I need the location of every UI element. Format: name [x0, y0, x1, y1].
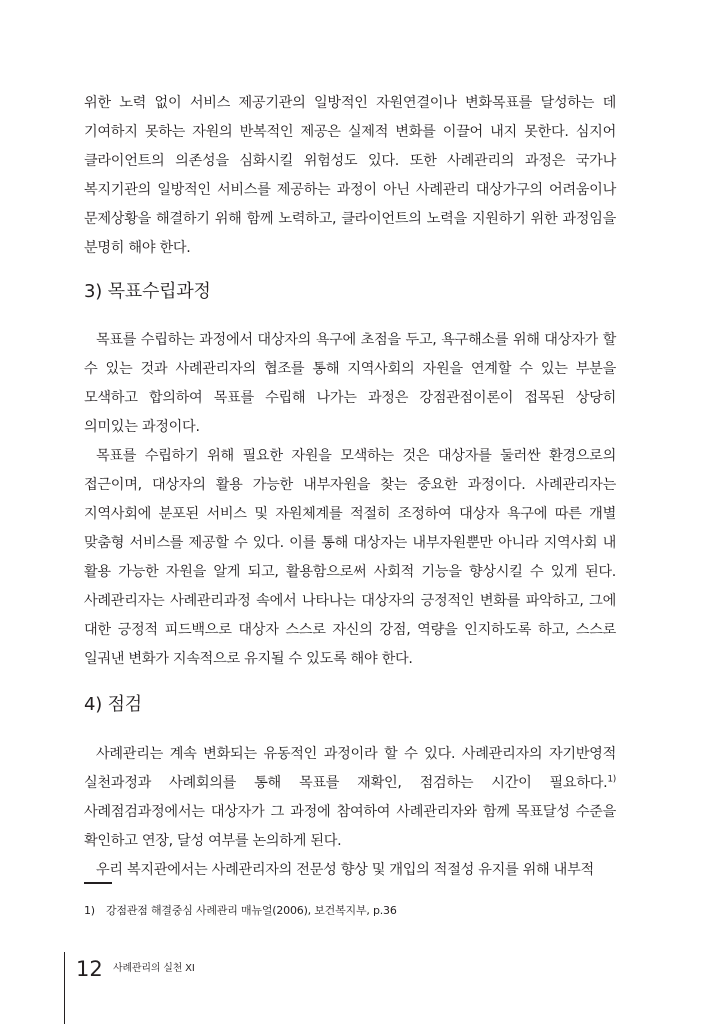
review-text-part-2: 사례점검과정에서는 대상자가 그 과정에 참여하여 사례관리자와 함께 목표달성 수준을 확인하고 연장, 달성 여부를 논의하게 된다. — [84, 804, 616, 849]
section-heading-review: 4) 점검 — [84, 694, 142, 715]
section4-block — [84, 740, 616, 885]
body-paragraph-goal-2: 목표를 수립하기 위해 필요한 자원을 모색하는 것은 대상자를 둘러싼 환경으로의 접근이며, 대상자의 활용 가능한 내부자원을 찾는 중요한 과정이다. 사례관리자는 지역사회에 분포된 서비스 및 자원체계를 적절히 조정하여 대상자 욕구에 따른 개별 맞춤형 서비스를 제공할 수 있다. 이를 통해 대상자는 내부자원뿐만 아니라 지역사회 내 활용 가능한 자원을 알게 되고, 활용함으로써 사회적 기능을 향상시킬 수 있게 된다. 사례관리자는 사례관리과정 속에서 나타나는 대상자의 긍정적인 변화를 파악하고, 그에 대한 긍정적 피드백으로 대상자 스스로 자신의 강점, 역량을 인지하도록 하고, 스스로 일궈낸 변화가 지속적으로 유지될 수 있도록 해야 한다. — [84, 448, 616, 667]
body-paragraph-intro: 위한 노력 없이 서비스 제공기관의 일방적인 자원연결이나 변화목표를 달성하는 데 기여하지 못하는 자원의 반복적인 제공은 실제적 변화를 이끌어 내지 못한다. 심지어 클라이언트의 의존성을 심화시킬 위험성도 있다. 또한 사례관리의 과정은 국가나 복지기관의 일방적인 서비스를 제공하는 과정이 아닌 사례관리 대상가구의 어려움이나 문제상황을 해결하기 위해 함께 노력하고, 클라이언트의 노력을 지원하기 위한 과정임을 분명히 해야 한다. — [84, 95, 616, 256]
footnote-text: 강점관점 해결중심 사례관리 매뉴얼(2006), 보건복지부, p.36 — [106, 904, 397, 917]
body-paragraph-review-2: 우리 복지관에서는 사례관리자의 전문성 향상 및 개입의 적절성 유지를 위해 내부적 — [96, 862, 594, 878]
page-number: 12 — [76, 957, 103, 981]
section3-block — [84, 326, 616, 674]
footer-gutter-line — [64, 952, 65, 1024]
running-title: 사례관리의 실천 XI — [113, 963, 195, 974]
footnote-number: 1) — [84, 904, 95, 917]
footnote — [84, 904, 397, 918]
body-paragraph-goal-1: 목표를 수립하는 과정에서 대상자의 욕구에 초점을 두고, 욕구해소를 위해 대상자가 할 수 있는 것과 사례관리자의 협조를 통해 지역사회의 자원을 연계할 수 있는 부분을 모색하고 합의하여 목표를 수립해 나가는 과정은 강점관점이론이 접목된 상당히 의미있는 과정이다. — [84, 332, 616, 435]
intro-block — [84, 89, 616, 263]
section-heading-goal-setting: 3) 목표수립과정 — [84, 281, 211, 302]
footnote-reference: 1) — [607, 774, 616, 785]
footnote-divider — [84, 882, 112, 884]
review-text-part-1: 사례관리는 계속 변화되는 유동적인 과정이라 할 수 있다. 사례관리자의 자기반영적 실천과정과 사례회의를 통해 목표를 재확인, 점검하는 시간이 필요하다. — [84, 746, 616, 791]
body-paragraph-review-1 — [84, 740, 616, 856]
